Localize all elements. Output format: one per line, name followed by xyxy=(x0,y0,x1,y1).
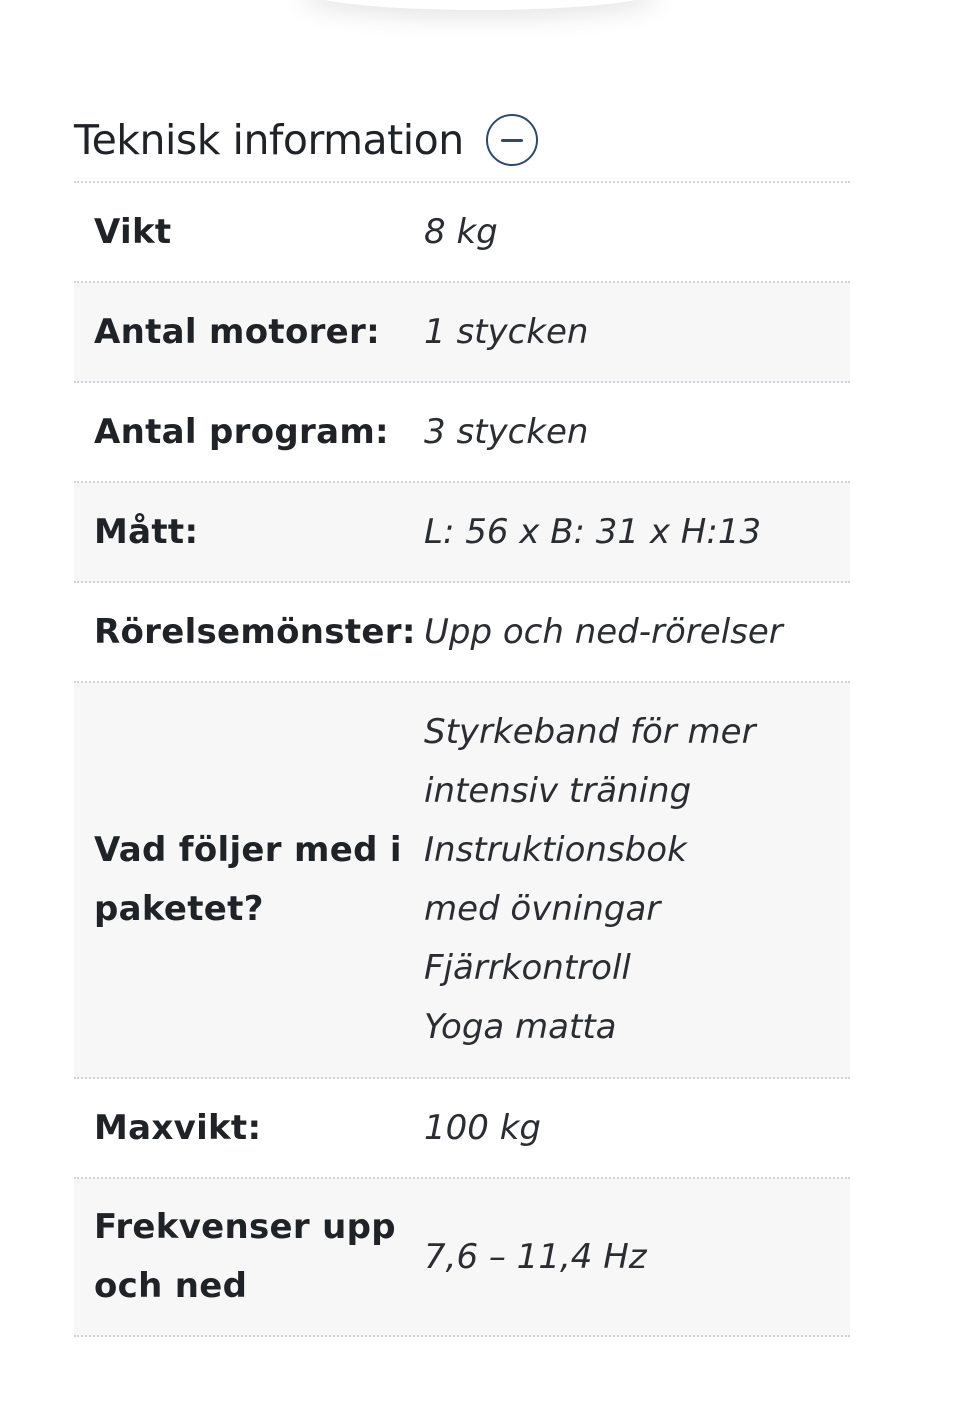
spec-value-line: 7,6 – 11,4 Hz xyxy=(424,1236,647,1277)
spec-table xyxy=(74,181,850,1337)
spec-row-vikt xyxy=(74,183,850,283)
spec-value xyxy=(424,203,850,262)
spec-value xyxy=(424,1228,850,1287)
top-card-shadow xyxy=(300,0,660,10)
minus-icon xyxy=(501,139,523,142)
spec-value-line: Yoga matta xyxy=(424,1007,617,1047)
spec-row-frekvenser xyxy=(74,1179,850,1337)
spec-value-line: L: 56 x B: 31 x H:13 xyxy=(424,511,762,552)
spec-label: Vad följer med i paketet? xyxy=(94,830,402,929)
spec-value xyxy=(424,503,850,562)
spec-value-line: 1 stycken xyxy=(424,311,589,352)
spec-label: Antal motorer: xyxy=(94,311,380,352)
spec-label: Antal program: xyxy=(94,411,389,452)
spec-value-line: Instruktionsbok xyxy=(424,830,687,870)
spec-value-line: Upp och ned-rörelser xyxy=(424,611,783,652)
section-title: Teknisk information xyxy=(74,116,464,164)
spec-row-antal-motorer xyxy=(74,283,850,383)
spec-value xyxy=(424,303,850,362)
spec-row-vad-foljer-med xyxy=(74,683,850,1079)
spec-value-line: 100 kg xyxy=(424,1107,541,1148)
spec-row-maxvikt xyxy=(74,1079,850,1179)
spec-value-line: Fjärrkontroll xyxy=(424,948,631,988)
spec-value xyxy=(424,703,850,1057)
spec-value-line: med övningar xyxy=(424,889,661,929)
spec-value-line: 8 kg xyxy=(424,211,498,252)
spec-label: Mått: xyxy=(94,511,199,552)
spec-row-rorelsemonster xyxy=(74,583,850,683)
spec-label: Maxvikt: xyxy=(94,1107,262,1148)
spec-label: Frekvenser upp och ned xyxy=(94,1207,396,1306)
spec-value-line: intensiv träning xyxy=(424,771,692,811)
spec-value xyxy=(424,1099,850,1158)
spec-value xyxy=(424,603,850,662)
spec-row-antal-program xyxy=(74,383,850,483)
spec-row-matt xyxy=(74,483,850,583)
minus-circle-icon[interactable] xyxy=(486,114,538,166)
spec-label: Rörelsemönster: xyxy=(94,611,416,652)
spec-label: Vikt xyxy=(94,211,172,252)
section-header xyxy=(74,112,538,168)
spec-value-line: 3 stycken xyxy=(424,411,589,452)
spec-value xyxy=(424,403,850,462)
spec-value-line: Styrkeband för mer xyxy=(424,712,756,752)
